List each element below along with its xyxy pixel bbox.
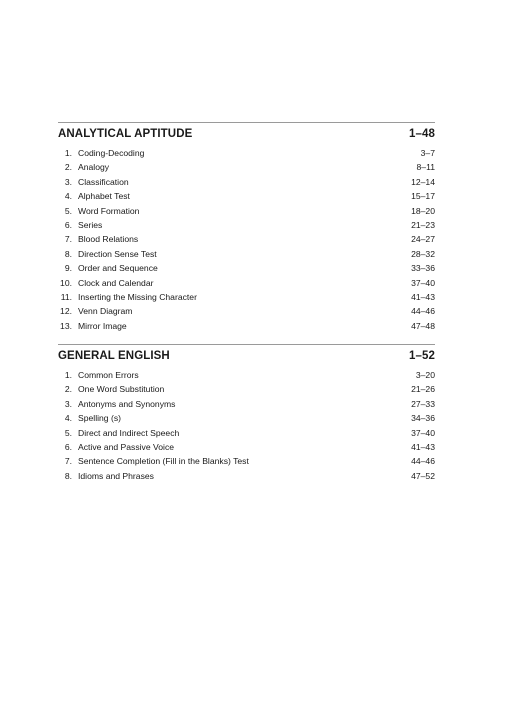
toc-entry[interactable] — [58, 292, 435, 306]
toc-entry[interactable] — [58, 399, 435, 413]
entry-number: 3. — [64, 398, 72, 409]
toc-entry[interactable] — [58, 206, 435, 220]
entry-pages: 24–27 — [411, 234, 435, 245]
entry-title: Sentence Completion (Fill in the Blanks) Test — [78, 456, 249, 467]
toc-entry[interactable] — [58, 191, 435, 205]
section-page-range: 1–52 — [409, 350, 435, 363]
section-general-english — [58, 344, 435, 485]
entry-title: Idioms and Phrases — [78, 470, 154, 481]
entry-title: Blood Relations — [78, 234, 139, 245]
toc-entry[interactable] — [58, 249, 435, 263]
entry-number: 5. — [64, 205, 72, 216]
entry-number: 1. — [64, 148, 72, 158]
entry-title: Series — [78, 219, 103, 230]
toc-entry[interactable] — [58, 220, 435, 234]
toc-entry[interactable] — [58, 177, 435, 191]
entry-number: 10. — [60, 277, 72, 288]
entry-number: 2. — [64, 162, 72, 173]
entry-title: Word Formation — [78, 205, 140, 216]
entry-pages: 37–40 — [411, 277, 435, 288]
toc-entry[interactable] — [58, 384, 435, 398]
entry-number: 11. — [60, 291, 72, 302]
entry-number: 5. — [64, 427, 72, 438]
toc-entry[interactable] — [58, 428, 435, 442]
entry-pages: 28–32 — [411, 248, 435, 259]
entry-number: 8. — [64, 470, 72, 481]
entry-pages: 27–33 — [411, 398, 435, 409]
entry-title: Antonyms and Synonyms — [78, 398, 176, 409]
entry-number: 13. — [60, 320, 72, 331]
entry-number: 7. — [64, 234, 72, 245]
entry-number: 1. — [64, 370, 72, 381]
toc-entry[interactable] — [58, 234, 435, 248]
entry-pages: 21–23 — [411, 219, 435, 230]
entry-title: Venn Diagram — [78, 306, 133, 317]
entry-pages: 47–52 — [411, 470, 435, 481]
entry-title: Coding-Decoding — [78, 148, 145, 158]
entry-title: Alphabet Test — [78, 191, 130, 202]
toc-entry[interactable] — [58, 370, 435, 384]
entry-pages: 33–36 — [411, 263, 435, 274]
entry-pages: 15–17 — [411, 191, 435, 202]
entry-pages: 47–48 — [411, 320, 435, 331]
entry-pages: 34–36 — [411, 413, 435, 424]
entry-number: 6. — [64, 442, 72, 453]
entry-pages: 44–46 — [411, 456, 435, 467]
section-title: GENERAL ENGLISH — [58, 350, 170, 363]
section-header — [58, 350, 435, 366]
entry-number: 6. — [64, 219, 72, 230]
table-of-contents — [58, 122, 435, 485]
entry-pages: 21–26 — [411, 384, 435, 395]
entry-number: 2. — [64, 384, 72, 395]
entry-pages: 8–11 — [416, 162, 435, 173]
entry-number: 4. — [64, 191, 72, 202]
toc-entry[interactable] — [58, 456, 435, 470]
entry-title: Mirror Image — [78, 320, 127, 331]
entry-pages: 18–20 — [411, 205, 435, 216]
entry-pages: 3–20 — [415, 370, 435, 381]
toc-entry[interactable] — [58, 148, 435, 162]
section-analytical-aptitude — [58, 122, 435, 335]
entry-number: 9. — [64, 263, 72, 274]
toc-entry[interactable] — [58, 321, 435, 335]
entry-pages: 44–46 — [411, 306, 435, 317]
entry-title: Inserting the Missing Character — [78, 291, 197, 302]
entry-title: Direct and Indirect Speech — [78, 427, 180, 438]
section-title: ANALYTICAL APTITUDE — [58, 128, 193, 140]
entry-number: 8. — [64, 248, 72, 259]
section-page-range: 1–48 — [409, 128, 435, 140]
toc-entry[interactable] — [58, 278, 435, 292]
toc-entry[interactable] — [58, 306, 435, 320]
entry-title: Analogy — [78, 162, 110, 173]
entry-number: 7. — [64, 456, 72, 467]
entry-pages: 41–43 — [411, 291, 435, 302]
entry-title: Direction Sense Test — [78, 248, 157, 259]
entry-title: Classification — [78, 176, 129, 187]
entry-pages: 41–43 — [411, 442, 435, 453]
toc-entry[interactable] — [58, 413, 435, 427]
toc-entry[interactable] — [58, 471, 435, 485]
entry-title: Order and Sequence — [78, 263, 158, 274]
toc-entry[interactable] — [58, 162, 435, 176]
entry-pages: 3–7 — [420, 148, 435, 158]
section-header — [58, 128, 435, 144]
entry-number: 4. — [64, 413, 72, 424]
entry-title: Clock and Calendar — [78, 277, 154, 288]
entry-title: Common Errors — [78, 370, 139, 381]
toc-entry[interactable] — [58, 263, 435, 277]
entry-title: Spelling (s) — [78, 413, 121, 424]
toc-entry[interactable] — [58, 442, 435, 456]
entry-pages: 12–14 — [411, 176, 435, 187]
entry-title: Active and Passive Voice — [78, 442, 175, 453]
entry-title: One Word Substitution — [78, 384, 165, 395]
entry-pages: 37–40 — [411, 427, 435, 438]
entry-number: 3. — [64, 176, 72, 187]
entry-number: 12. — [60, 306, 72, 317]
